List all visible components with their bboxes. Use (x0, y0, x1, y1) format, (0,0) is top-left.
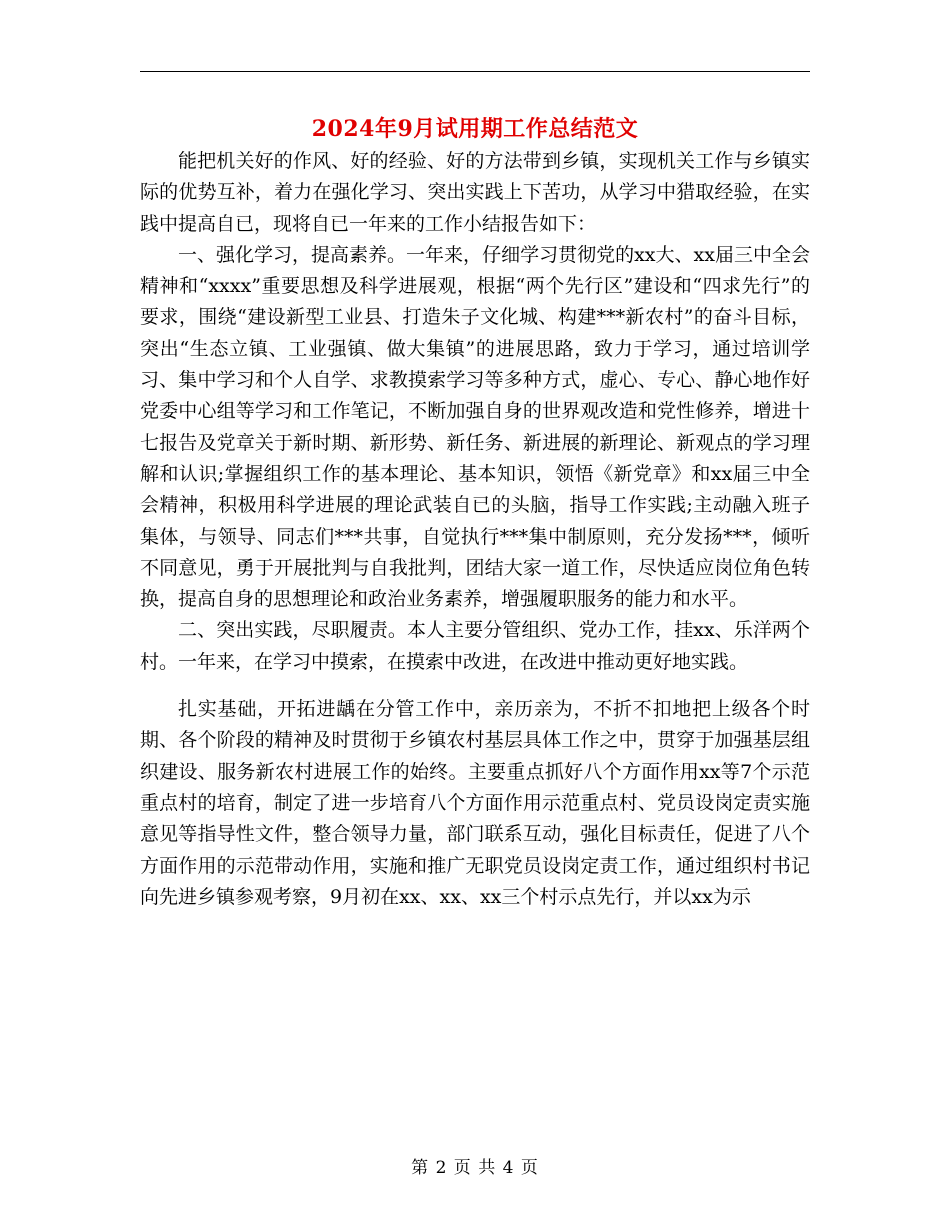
paragraph-foundation: 扎实基础，开拓进龋在分管工作中，亲历亲为，不折不扣地把上级各个时期、各个阶段的精神及时贯彻于乡镇农村基层具体工作之中，贯穿于加强基层组织建设、服务新农村进展工作的始终。主要重点抓好八个方面作用xx等7个示范重点村的培育，制定了进一步培育八个方面作用示范重点村、党员设岗定责实施意见等指导性文件，整合领导力量，部门联系互动，强化目标责任，促进了八个方面作用的示范带动作用，实施和推广无职党员设岗定责工作，通过组织村书记向先进乡镇参观考察，9月初在xx、xx、xx三个村示点先行，并以xx为示 (140, 698, 810, 908)
paragraph-section-two: 二、突出实践，尽职履责。本人主要分管组织、党办工作，挂xx、乐洋两个村。一年来，在学习中摸索，在摸索中改进，在改进中推动更好地实践。 (140, 619, 810, 673)
document-body (140, 146, 810, 913)
paragraph-intro: 能把机关好的作风、好的经验、好的方法带到乡镇，实现机关工作与乡镇实际的优势互补，着力在强化学习、突出实践上下苦功，从学习中猎取经验，在实践中提高自已，现将自已一年来的工作小结报告如下： (140, 150, 810, 235)
header-rule (140, 71, 810, 72)
page-number: 第 2 页 共 4 页 (411, 1158, 539, 1178)
document-title: 2024年9月试用期工作总结范文 (311, 116, 639, 142)
paragraph-section-one: 一、强化学习，提高素养。一年来，仔细学习贯彻党的xx大、xx届三中全会精神和“xxxx”重要思想及科学进展观，根据“两个先行区”建设和“四求先行”的要求，围绕“建设新型工业县、打造朱子文化城、构建***新农村”的奋斗目标，突出“生态立镇、工业强镇、做大集镇”的进展思路，致力于学习，通过培训学习、集中学习和个人自学、求教摸索学习等多种方式，虚心、专心、静心地作好党委中心组等学习和工作笔记，不断加强自身的世界观改造和党性修养，增进十七报告及党章关于新时期、新形势、新任务、新进展的新理论、新观点的学习理解和认识;掌握组织工作的基本理论、基本知识，领悟《新党章》和xx届三中全会精神，积极用科学进展的理论武装自已的头脑，指导工作实践;主动融入班子集体，与领导、同志们***共事，自觉执行***集中制原则，充分发扬***，倾听不同意见，勇于开展批判与自我批判，团结大家一道工作，尽快适应岗位角色转换，提高自身的思想理论和政治业务素养，增强履职服务的能力和水平。 (140, 243, 810, 611)
